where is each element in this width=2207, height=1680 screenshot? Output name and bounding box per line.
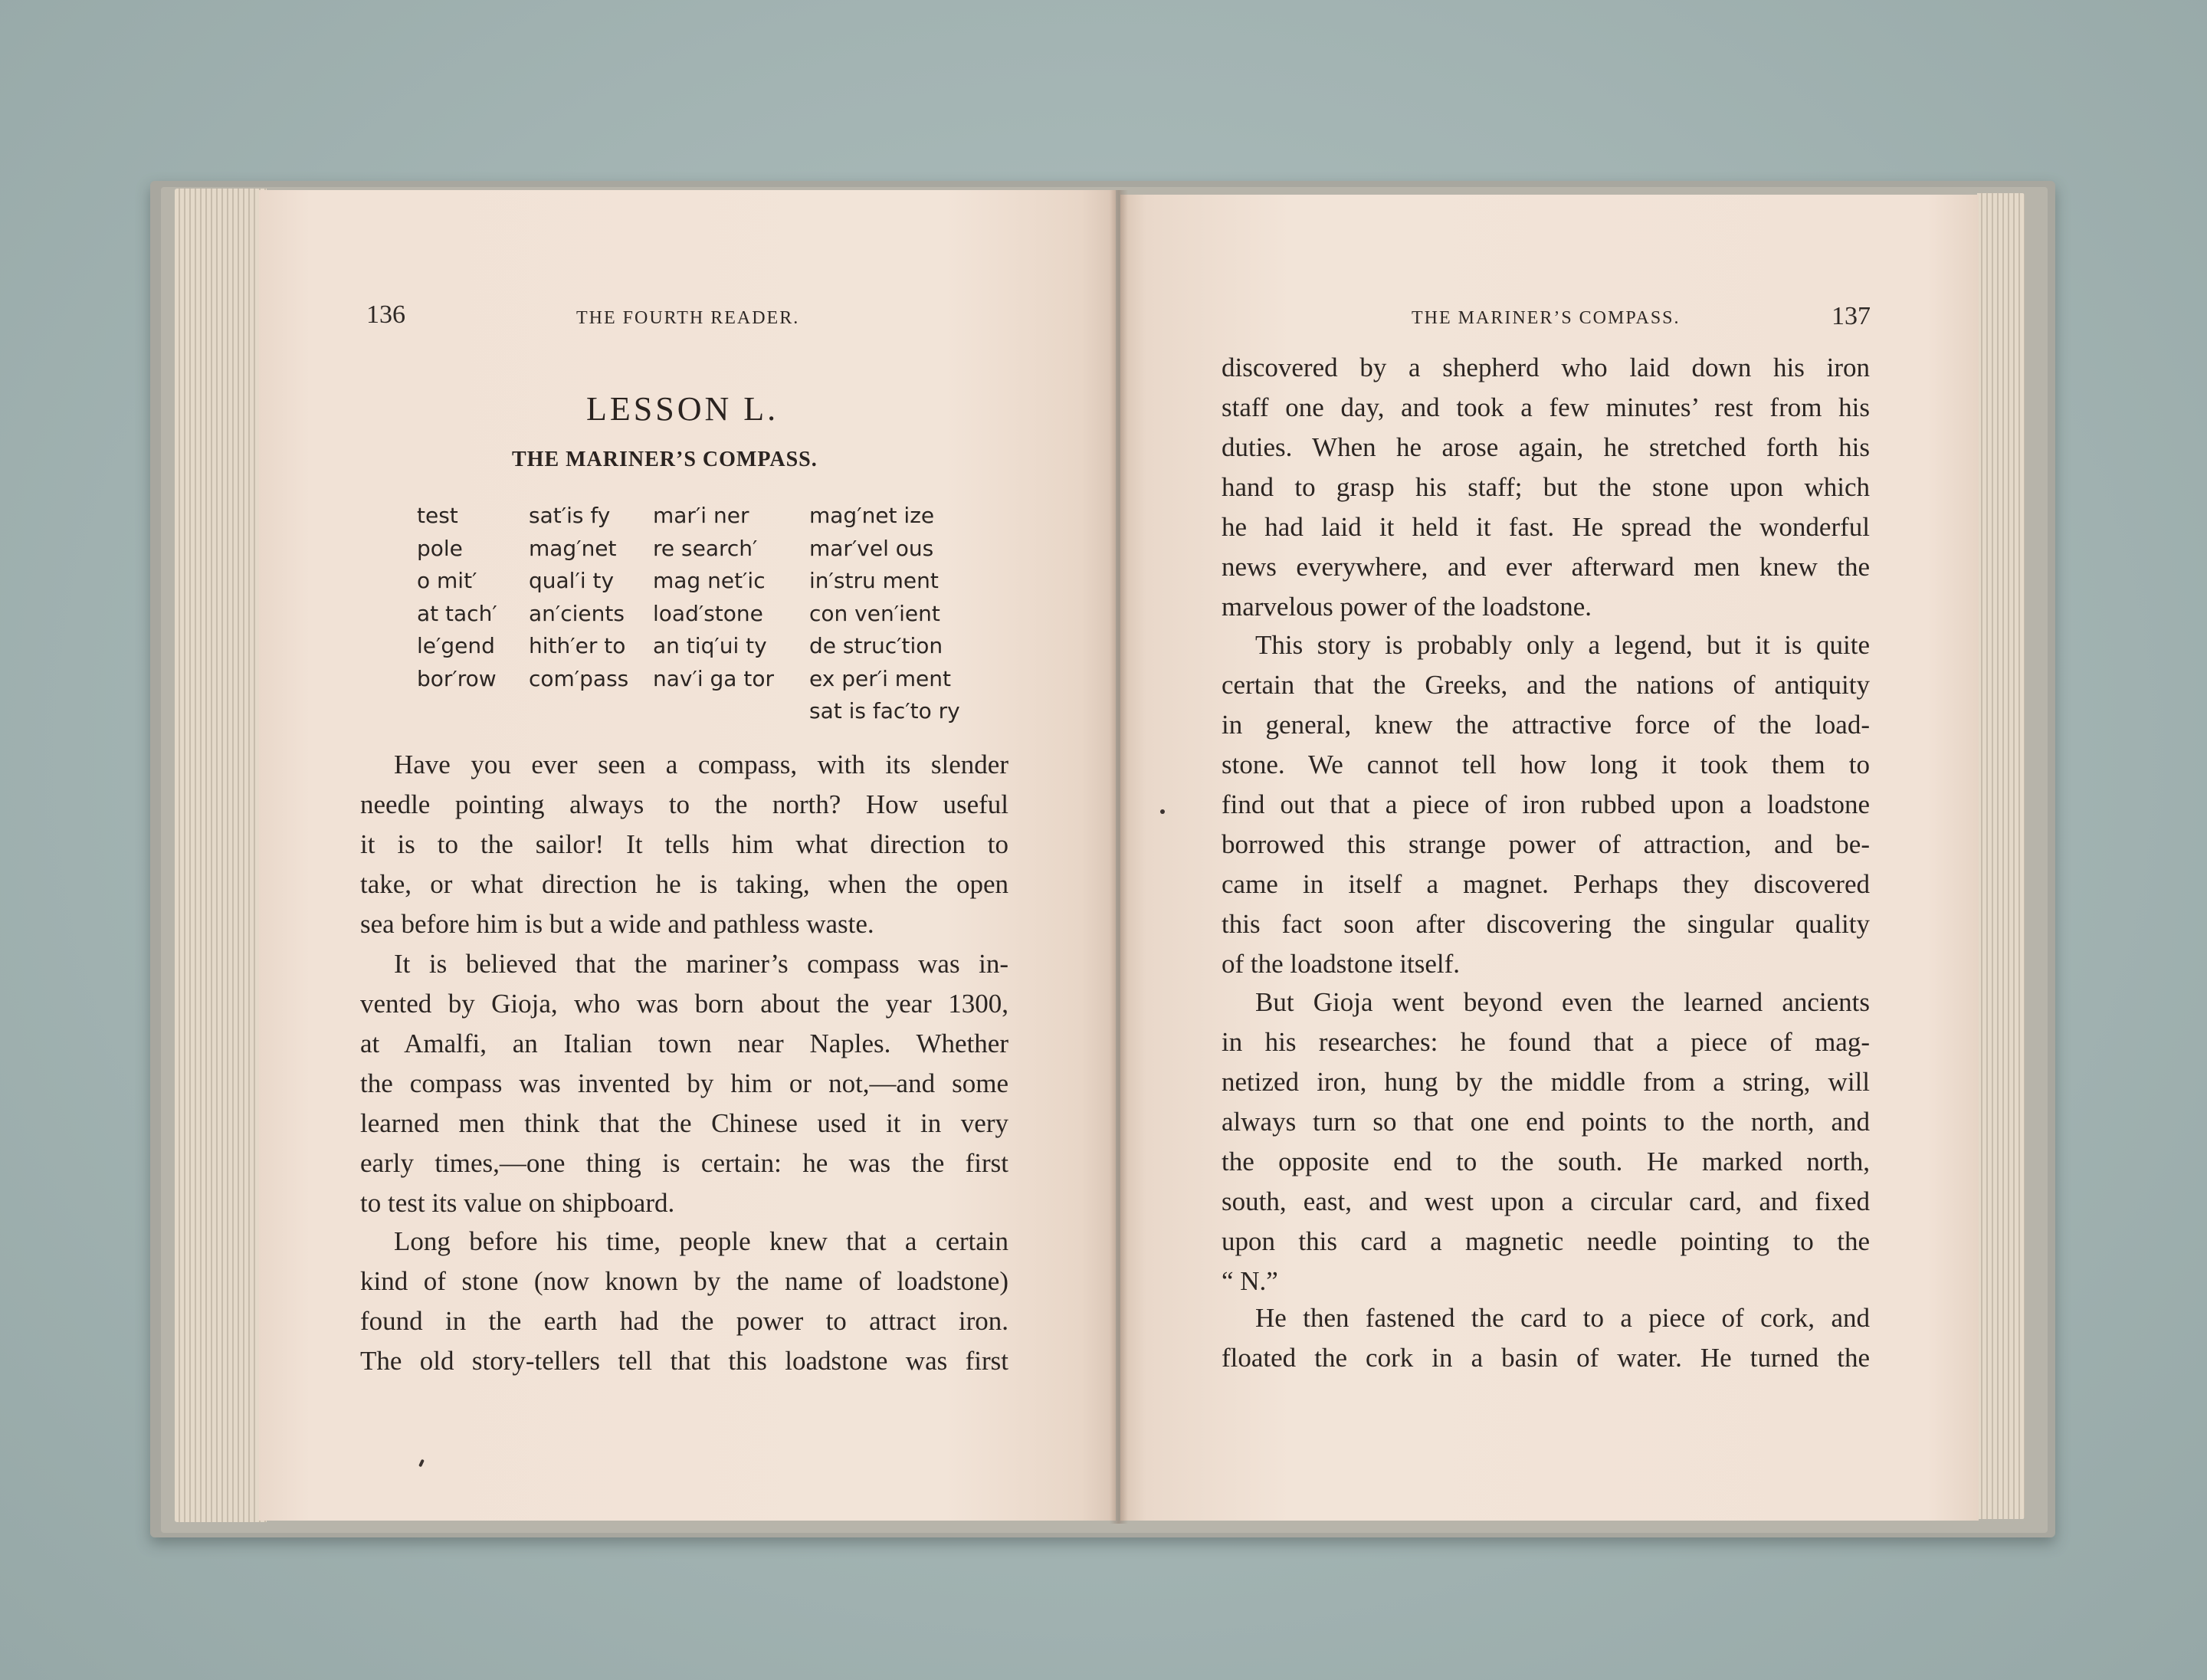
- text-line: borrowed this strange power of attraction, and be-: [1222, 829, 1870, 859]
- text-line: floated the cork in a basin of water. He turned the: [1222, 1343, 1870, 1373]
- lesson-subtitle: THE MARINER’S COMPASS.: [512, 448, 818, 471]
- left-running-head: THE FOURTH READER.: [576, 308, 800, 328]
- text-line: needle pointing always to the north? How useful: [360, 789, 1008, 819]
- text-line: But Gioja went beyond even the learned ancients: [1255, 987, 1870, 1017]
- vocab-word: an′cients: [529, 600, 625, 626]
- text-line: certain that the Greeks, and the nations of antiquity: [1222, 670, 1870, 700]
- text-line: kind of stone (now known by the name of loadstone): [360, 1266, 1008, 1296]
- text-line: discovered by a shepherd who laid down his iron: [1222, 353, 1870, 382]
- vocab-word: mar′i ner: [653, 503, 749, 528]
- text-line: sea before him is but a wide and pathless waste.: [360, 909, 874, 939]
- text-line: the opposite end to the south. He marked north,: [1222, 1147, 1870, 1176]
- text-line: news everywhere, and ever afterward men knew the: [1222, 552, 1870, 582]
- vocab-word: hith′er to: [529, 633, 626, 658]
- left-paragraph-3: [360, 1222, 1008, 1381]
- vocab-word: sat′is fy: [529, 503, 611, 528]
- text-line: he had laid it held it fast. He spread the wonderful: [1222, 512, 1870, 542]
- vocab-word: sat is fac′to ry: [809, 698, 960, 724]
- text-line: Long before his time, people knew that a certain: [394, 1226, 1008, 1256]
- text-line: the compass was invented by him or not,—and some: [360, 1068, 1008, 1098]
- vocab-word: test: [417, 503, 458, 528]
- text-line: vented by Gioja, who was born about the year 1300,: [360, 989, 1008, 1019]
- text-line: It is believed that the mariner’s compass was in-: [394, 949, 1008, 979]
- right-paragraph-2: [1222, 625, 1870, 984]
- right-page-edges: [1977, 193, 2025, 1519]
- vocab-word: nav′i ga tor: [653, 665, 774, 691]
- text-line: marvelous power of the loadstone.: [1222, 592, 1592, 622]
- vocab-word: pole: [417, 535, 463, 561]
- text-line: of the loadstone itself.: [1222, 949, 1461, 979]
- text-line: this fact soon after discovering the singular quality: [1222, 909, 1870, 939]
- vocab-word: mag net′ic: [653, 568, 766, 593]
- right-paragraph-4: [1222, 1298, 1870, 1378]
- book-gutter: [1110, 190, 1128, 1524]
- text-line: “ N.”: [1222, 1266, 1278, 1296]
- text-line: take, or what direction he is taking, when the open: [360, 869, 1008, 899]
- vocab-word: bor′row: [417, 665, 497, 691]
- ink-speck: [1160, 809, 1165, 814]
- vocab-word: de struc′tion: [809, 633, 943, 658]
- vocab-word: mag′net ize: [809, 503, 935, 528]
- right-page-number: 137: [1832, 302, 1871, 330]
- text-line: find out that a piece of iron rubbed upon a loadstone: [1222, 789, 1870, 819]
- text-line: at Amalfi, an Italian town near Naples. Whether: [360, 1029, 1008, 1058]
- vocab-column-2: [529, 500, 628, 695]
- text-line: found in the earth had the power to attract iron.: [360, 1306, 1008, 1336]
- text-line: He then fastened the card to a piece of cork, and: [1255, 1303, 1870, 1333]
- lesson-title: LESSON L.: [586, 390, 779, 428]
- text-line: came in itself a magnet. Perhaps they discovered: [1222, 869, 1870, 899]
- text-line: early times,—one thing is certain: he was the first: [360, 1148, 1008, 1178]
- left-page-number: 136: [366, 300, 405, 329]
- right-paragraph-3: [1222, 983, 1870, 1301]
- text-line: netized iron, hung by the middle from a string, will: [1222, 1067, 1870, 1097]
- vocab-word: at tach′: [417, 600, 497, 626]
- vocab-column-1: [417, 500, 497, 695]
- vocab-word: o mit′: [417, 568, 477, 593]
- text-line: upon this card a magnetic needle pointing to the: [1222, 1226, 1870, 1256]
- left-page-edges: [175, 189, 267, 1522]
- text-line: duties. When he arose again, he stretched forth his: [1222, 432, 1870, 462]
- vocab-word: mag′net: [529, 535, 617, 561]
- text-line: This story is probably only a legend, but it is quite: [1255, 630, 1870, 660]
- text-line: staff one day, and took a few minutes’ rest from his: [1222, 392, 1870, 422]
- vocab-column-4: [809, 500, 960, 728]
- text-line: to test its value on shipboard.: [360, 1188, 675, 1218]
- text-line: it is to the sailor! It tells him what direction to: [360, 829, 1008, 859]
- left-paragraph-1: [360, 745, 1008, 944]
- vocab-word: an tiq′ui ty: [653, 633, 767, 658]
- left-paragraph-2: [360, 944, 1008, 1223]
- right-running-head: THE MARINER’S COMPASS.: [1412, 308, 1681, 328]
- vocab-word: mar′vel ous: [809, 535, 934, 561]
- vocab-word: load′stone: [653, 600, 763, 626]
- vocab-word: con ven′ient: [809, 600, 940, 626]
- text-line: hand to grasp his staff; but the stone upon which: [1222, 472, 1870, 502]
- right-paragraph-1: [1222, 348, 1870, 627]
- vocab-word: in′stru ment: [809, 568, 939, 593]
- vocab-word: ex per′i ment: [809, 665, 951, 691]
- text-line: The old story-tellers tell that this loadstone was first: [360, 1346, 1008, 1376]
- text-line: learned men think that the Chinese used it in very: [360, 1108, 1008, 1138]
- text-line: stone. We cannot tell how long it took them to: [1222, 750, 1870, 779]
- vocab-word: com′pass: [529, 665, 629, 691]
- text-line: in general, knew the attractive force of the load-: [1222, 710, 1870, 740]
- text-line: in his researches: he found that a piece of mag-: [1222, 1027, 1870, 1057]
- vocab-word: le′gend: [417, 633, 495, 658]
- vocab-word: qual′i ty: [529, 568, 615, 593]
- vocab-word: re search′: [653, 535, 758, 561]
- vocab-column-3: [653, 500, 774, 695]
- text-line: south, east, and west upon a circular card, and fixed: [1222, 1186, 1870, 1216]
- text-line: Have you ever seen a compass, with its slender: [394, 750, 1008, 779]
- text-line: always turn so that one end points to the north, and: [1222, 1107, 1870, 1137]
